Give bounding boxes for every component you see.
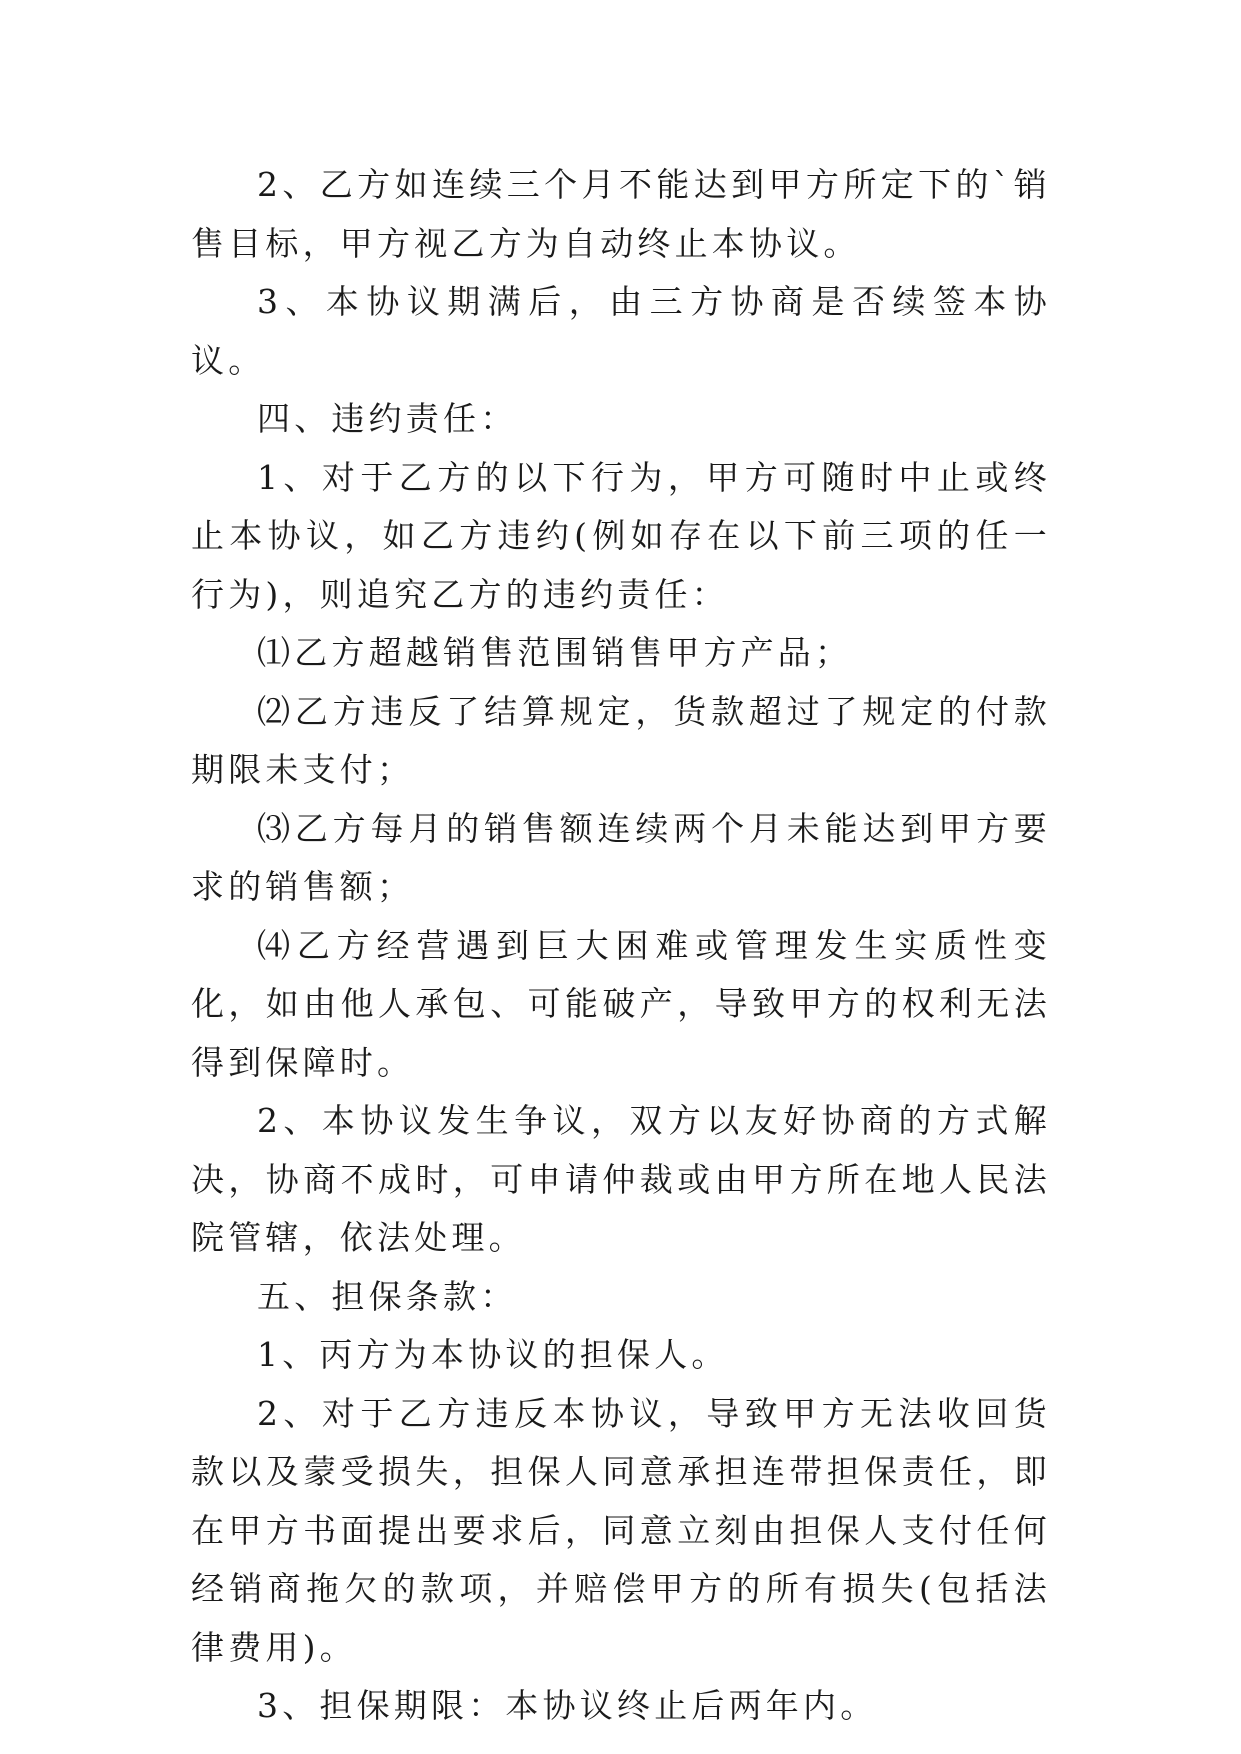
clause-3-2-paragraph: 2、乙方如连续三个月不能达到甲方所定下的`销售目标，甲方视乙方为自动终止本协议。 xyxy=(191,165,1051,263)
document-body xyxy=(191,156,1051,1736)
clause-5-2-paragraph: 2、对于乙方违反本协议，导致甲方无法收回货款以及蒙受损失，担保人同意承担连带担保责任，即在甲方书面提出要求后，同意立刻由担保人支付任何经销商拖欠的款项，并赔偿甲方的所有损失(包括法律费用)。 xyxy=(191,1393,1051,1667)
clause-3-3-paragraph: 3、本协议期满后，由三方协商是否续签本协议。 xyxy=(191,282,1051,380)
clause-4-1-paragraph: 1、对于乙方的以下行为，甲方可随时中止或终止本协议，如乙方违约(例如存在以下前三项的任一行为)，则追究乙方的违约责任： xyxy=(191,457,1051,614)
clause-4-2-paragraph: 2、本协议发生争议，双方以友好协商的方式解决，协商不成时，可申请仲裁或由甲方所在地人民法院管辖，依法处理。 xyxy=(191,1101,1051,1257)
clause-4-1-item-3: ⑶乙方每月的销售额连续两个月未能达到甲方要求的销售额； xyxy=(191,808,1051,906)
clause-5-3-paragraph: 3、担保期限：本协议终止后两年内。 xyxy=(257,1686,878,1725)
clause-4-1-item-4: ⑷乙方经营遇到巨大困难或管理发生实质性变化，如由他人承包、可能破产，导致甲方的权利无法得到保障时。 xyxy=(191,925,1051,1082)
clause-5-1-paragraph: 1、丙方为本协议的担保人。 xyxy=(257,1335,729,1374)
clause-4-1-item-1: ⑴乙方超越销售范围销售甲方产品； xyxy=(257,633,853,672)
section-heading-breach-liability: 四、违约责任： xyxy=(257,399,518,438)
clause-4-1-item-2: ⑵乙方违反了结算规定，货款超过了规定的付款期限未支付； xyxy=(191,691,1051,789)
section-heading-guarantee-terms: 五、担保条款： xyxy=(257,1276,518,1316)
